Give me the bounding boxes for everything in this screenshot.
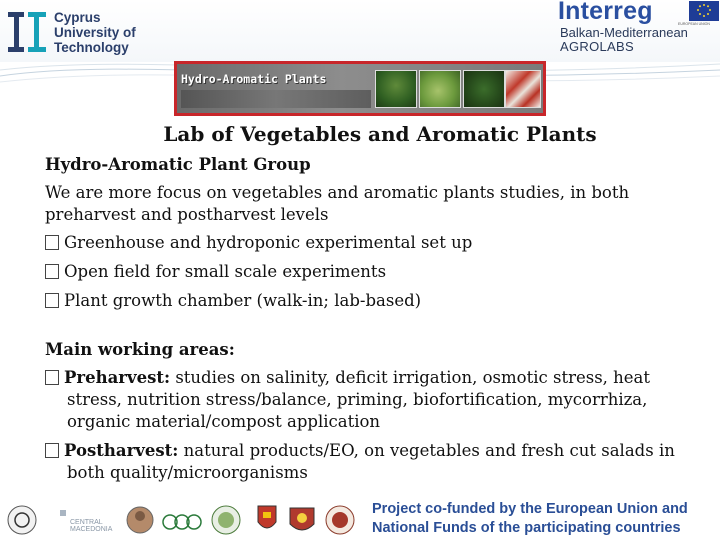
university-name-line: Cyprus — [54, 10, 101, 25]
banner-photo-plant — [375, 70, 417, 108]
university-name — [54, 10, 136, 55]
university-logo — [6, 8, 146, 60]
svg-text:CENTRAL: CENTRAL — [70, 519, 103, 526]
banner-photo-peppers — [505, 70, 541, 108]
partner-logo-seal-icon — [212, 506, 240, 534]
cofunded-line: National Funds of the participating countries — [372, 520, 681, 536]
bullet-box-icon — [45, 370, 59, 385]
area-item — [45, 440, 705, 484]
bullet-box-icon — [45, 443, 59, 458]
cofunded-note — [372, 500, 718, 538]
facility-text: Open field for small scale experiments — [64, 262, 387, 281]
cofunded-line: Project co-funded by the European Union and — [372, 501, 688, 517]
area-text: natural products/EO, on vegetables and fresh cut salads in both quality/microorganisms — [67, 441, 675, 482]
facility-item — [45, 290, 705, 312]
area-text: studies on salinity, deficit irrigation, osmotic stress, heat stress, nutrition stress/balance, priming, biofortification, mycorrhiza, organic material/compost application — [67, 368, 651, 431]
area-label: Preharvest: — [64, 368, 171, 387]
partner-logos-strip — [0, 500, 370, 540]
group-heading: Hydro-Aromatic Plant Group — [45, 155, 311, 174]
university-mark-icon — [6, 8, 50, 56]
bullet-box-icon — [45, 293, 59, 308]
university-name-line: University of — [54, 25, 136, 40]
bullet-box-icon — [45, 235, 59, 250]
hydro-aromatic-banner — [174, 61, 546, 116]
partner-logo-shield-icon — [258, 506, 276, 528]
interreg-logo — [558, 0, 720, 52]
partner-logo-rings-icon — [163, 515, 201, 529]
eu-note: EUROPEAN UNION — [678, 22, 710, 26]
banner-inner — [177, 64, 543, 113]
partner-logo-emblem-icon — [326, 506, 354, 534]
partner-logos — [0, 500, 370, 540]
partner-logo-crest-icon — [290, 508, 314, 530]
intro-paragraph: We are more focus on vegetables and aromatic plants studies, in both preharvest and postharvest levels — [45, 183, 630, 224]
slide-title: Lab of Vegetables and Aromatic Plants — [163, 122, 597, 146]
facility-item — [45, 261, 705, 283]
eu-flag-icon — [689, 1, 719, 21]
interreg-project: AGROLABS — [560, 39, 634, 54]
partner-logo-portrait-icon — [127, 507, 153, 533]
partner-logo-macedonia-icon — [60, 510, 113, 533]
partner-logo-greece-icon — [8, 506, 36, 534]
facility-text: Greenhouse and hydroponic experimental set up — [64, 233, 473, 252]
facility-text: Plant growth chamber (walk-in; lab-based) — [64, 291, 422, 310]
banner-photo-leaves — [419, 70, 461, 108]
interreg-program: Balkan-Mediterranean — [560, 25, 688, 40]
area-item — [45, 367, 705, 433]
university-name-line: Technology — [54, 40, 129, 55]
banner-title: Hydro-Aromatic Plants — [181, 72, 327, 86]
svg-text:MACEDONIA: MACEDONIA — [70, 526, 113, 533]
bullet-box-icon — [45, 264, 59, 279]
slide-content — [45, 154, 705, 491]
areas-heading: Main working areas: — [45, 340, 235, 359]
banner-photo-herb — [463, 70, 505, 108]
banner-strip — [181, 90, 371, 108]
interreg-title: Interreg — [558, 0, 653, 25]
facility-item — [45, 232, 705, 254]
area-label: Postharvest: — [64, 441, 179, 460]
